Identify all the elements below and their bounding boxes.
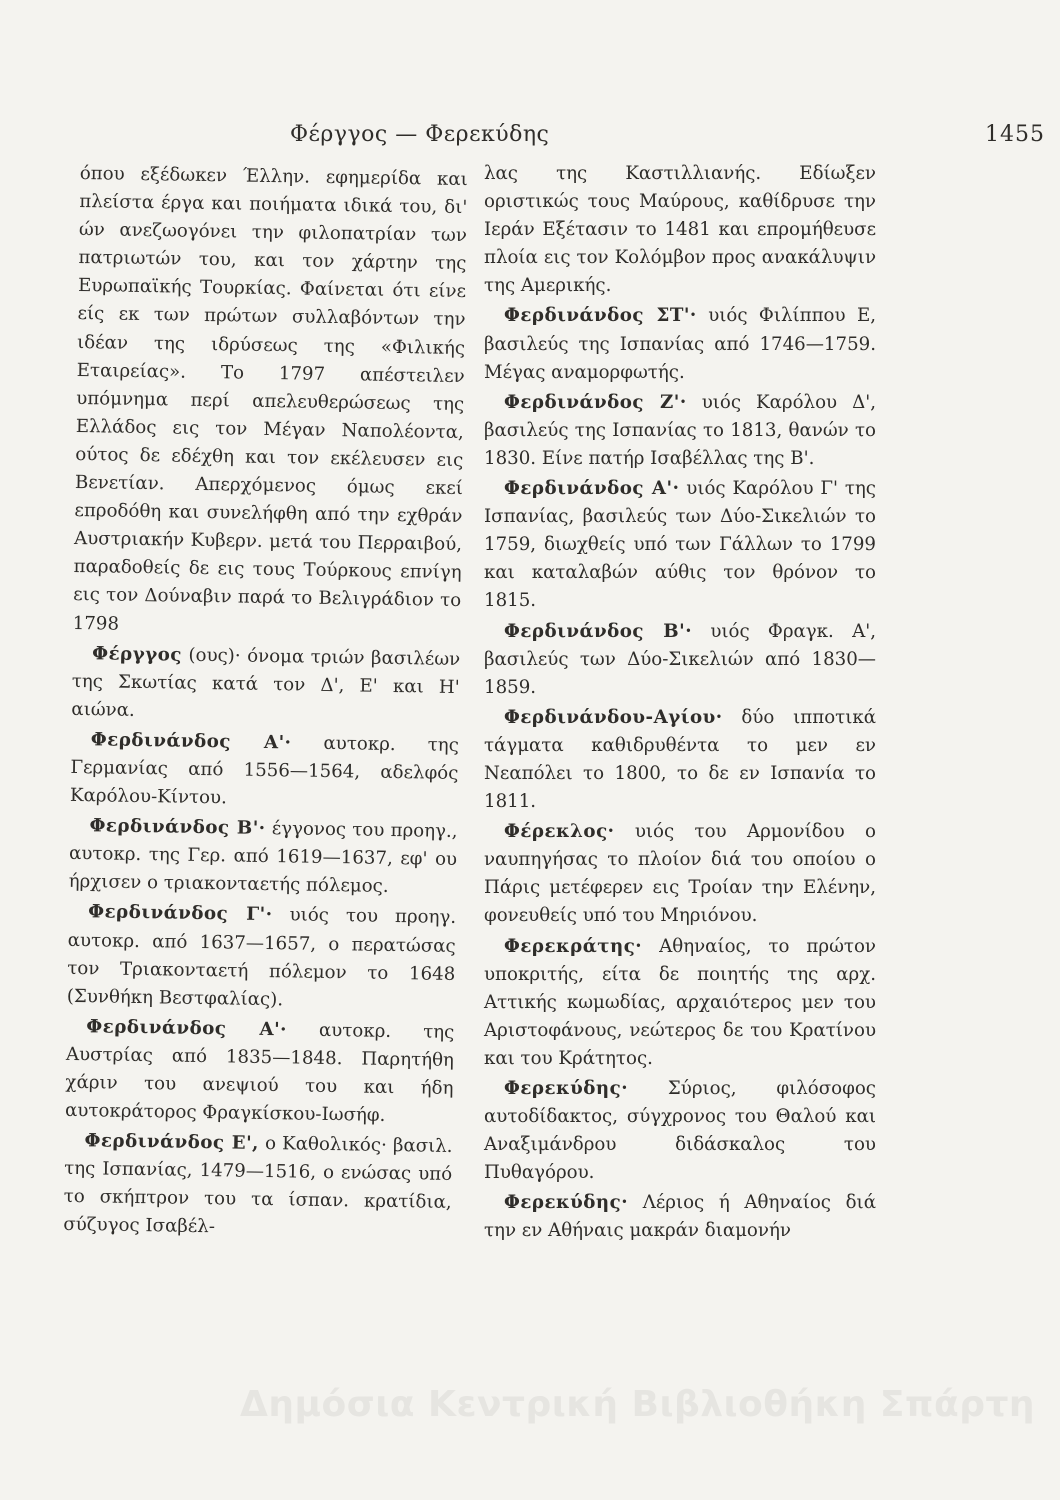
entry-text: υιός Φραγκ. Α', βασιλεύς των Δύο-Σικελιών από 1830—1859. xyxy=(484,620,876,698)
dictionary-entry xyxy=(71,640,460,730)
dictionary-entry xyxy=(65,1013,455,1131)
dictionary-entry xyxy=(484,1075,876,1187)
entry-text: υιός Φιλίππου Ε, βασιλεύς της Ισπανίας από 1746—1759. Μέγας αναμορφωτής. xyxy=(484,305,877,383)
entry-headword: Φερδινάνδος Β'· xyxy=(504,620,693,642)
entry-text: Αθηναίος, το πρώτον υποκριτής, είτα δε ποιητής της αρχ. Αττικής κωμωδίας, αρχαιότερος μεν του Αριστοφάνους, νεώτερος δε του Κρατίνου και του Κράτητος. xyxy=(484,935,876,1069)
entry-text: (ους)· όνομα τριών βασιλέων της Σκωτίας κατά τον Δ', Ε' και Η' αιώνα. xyxy=(71,644,461,721)
entry-headword: Φέρεκλος· xyxy=(504,821,615,843)
dictionary-entry xyxy=(72,160,467,644)
entry-text: Σύριος, φιλόσοφος αυτοδίδακτος, σύγχρονος του Θαλού και Αναξιμάνδρου διδάσκαλος του Πυθαγόρου. xyxy=(484,1078,876,1184)
dictionary-entry xyxy=(484,302,876,386)
entry-text: δύο ιπποτικά τάγματα καθιδρυθέντα το μεν εν Νεαπόλει το 1800, το δε εν Ισπανία το 1811. xyxy=(484,706,876,813)
entry-text: υιός Καρόλου Δ', βασιλεύς της Ισπανίας το 1813, θανών το 1830. Είνε πατήρ Ισαβέλλας της Β'. xyxy=(484,391,876,469)
entry-text: αυτοκρ. της Γερμανίας από 1556—1564, αδελφός Καρόλου-Κίντου. xyxy=(69,732,460,809)
dictionary-entry xyxy=(484,618,876,702)
entry-headword: Φερδινάνδος Ε', xyxy=(84,1130,260,1155)
dictionary-entry xyxy=(484,475,876,615)
entry-text: όπου εξέδωκεν Έλλην. εφημερίδα και πλείστα έργα και ποιήματα ιδικά του, δι' ών ανεζωογόνει την φιλοπατρίαν των πατριωτών του, και τον χάρτην της Ευρωπαϊκής Τουρκίας. Φαίνεται ότι είνε είς εκ των πρώτων συλλαβόντων την ιδέαν της ιδρύσεως της «Φιλικής Εταιρείας». Το 1797 απέστειλεν υπόμνημα περί απελευθερώσεως της Ελλάδος εις τον Μέγαν Ναπολέοντα, ούτος δε εδέχθη και τον εκέλευσεν εις Βενετίαν. Απερχόμενος όμως εκεί επροδόθη και συνελήφθη από την εχθράν Αυστριακήν Κυβερν. μετά του Περραιβού, παραδοθείς δε εις τους Τούρκους επνίγη εις τον Δούναβιν παρά το Βελιγράδιον το 1798 xyxy=(72,162,468,635)
dictionary-entry xyxy=(70,726,459,816)
right-column xyxy=(484,160,876,1246)
running-header xyxy=(0,122,1060,162)
dictionary-entry xyxy=(63,1127,453,1245)
entry-text: λας της Καστιλλιανής. Εδίωξεν οριστικώς τους Μαύρους, καθίδρυσε την Ιεράν Εξέτασιν το 1481 και επρομήθευσε πλοία εις τον Κολόμβον προς ανακάλυψιν της Αμερικής. xyxy=(484,163,876,297)
entry-text: ο Καθολικός· βασιλ. της Ισπανίας, 1479—1516, ο ενώσας υπό το σκήπτρον του τα ίσπαν. κρατίδια, σύζυγος Ισαβέλ- xyxy=(63,1133,453,1238)
entry-headword: Φέργγος xyxy=(92,642,183,666)
library-watermark: Δημόσια Κεντρική Βιβλιοθήκη Σπάρτη xyxy=(240,1384,1036,1425)
entry-text: υιός του προηγ. αυτοκρ. από 1637—1657, ο περατώσας τον Τριακονταετή πόλεμον το 1648 (Συνθήκη Βεστφαλίας). xyxy=(66,904,457,1011)
entry-headword: Φερδινάνδος Α'· xyxy=(504,478,680,500)
entry-headword: Φερεκύδης· xyxy=(504,1192,629,1214)
entry-headword: Φερεκράτης· xyxy=(504,935,643,957)
left-column xyxy=(63,160,468,1246)
entry-text: Λέριος ή Αθηναίος διά την εν Αθήναις μακράν διαμονήν xyxy=(484,1192,876,1242)
entry-headword: Φερδινάνδος Ζ'· xyxy=(504,391,687,413)
entry-headword: Φερδινάνδος ΣΤ'· xyxy=(504,305,697,327)
dictionary-entry xyxy=(484,160,876,300)
entry-headword: Φερδινάνδος Β'· xyxy=(89,815,266,840)
entry-text: έγγονος του προηγ., αυτοκρ. της Γερ. από 1619—1637, εφ' ου ήρχισεν ο τριακονταετής πόλεμος. xyxy=(68,818,458,898)
entry-headword: Φερεκύδης· xyxy=(504,1078,629,1099)
dictionary-entry xyxy=(484,933,876,1073)
entry-headword: Φερδινάνδος Α'· xyxy=(86,1016,288,1041)
entry-text: αυτοκρ. της Αυστρίας από 1835—1848. Παρητήθη χάριν του ανεψιού του και ήδη αυτοκράτορος Φραγκίσκου-Ιωσήφ. xyxy=(64,1019,455,1127)
dictionary-entry xyxy=(484,818,876,930)
header-title: Φέργγος — Φερεκύδης xyxy=(290,122,550,147)
dictionary-entry xyxy=(484,389,876,473)
entry-headword: Φερδινάνδος Γ'· xyxy=(88,901,273,926)
dictionary-entry xyxy=(68,812,457,902)
dictionary-entry xyxy=(67,898,457,1016)
page-number: 1455 xyxy=(985,122,1045,147)
entry-text: υιός Καρόλου Γ' της Ισπανίας, βασιλεύς των Δύο-Σικελιών το 1759, διωχθείς υπό των Γάλλων το 1799 και καταλαβών αύθις τον θρόνον το 1815. xyxy=(484,478,876,612)
dictionary-entry xyxy=(484,704,876,816)
entry-text: υιός του Αρμονίδου ο ναυπηγήσας το πλοίον διά του οποίου ο Πάρις μετέφερεν εις Τροίαν την Ελένην, φονευθείς υπό του Μηριόνου. xyxy=(484,821,876,927)
dictionary-entry xyxy=(484,1189,876,1245)
entry-headword: Φερδινάνδος Α'· xyxy=(90,729,292,754)
entry-headword: Φερδινάνδου-Αγίου· xyxy=(504,706,723,728)
